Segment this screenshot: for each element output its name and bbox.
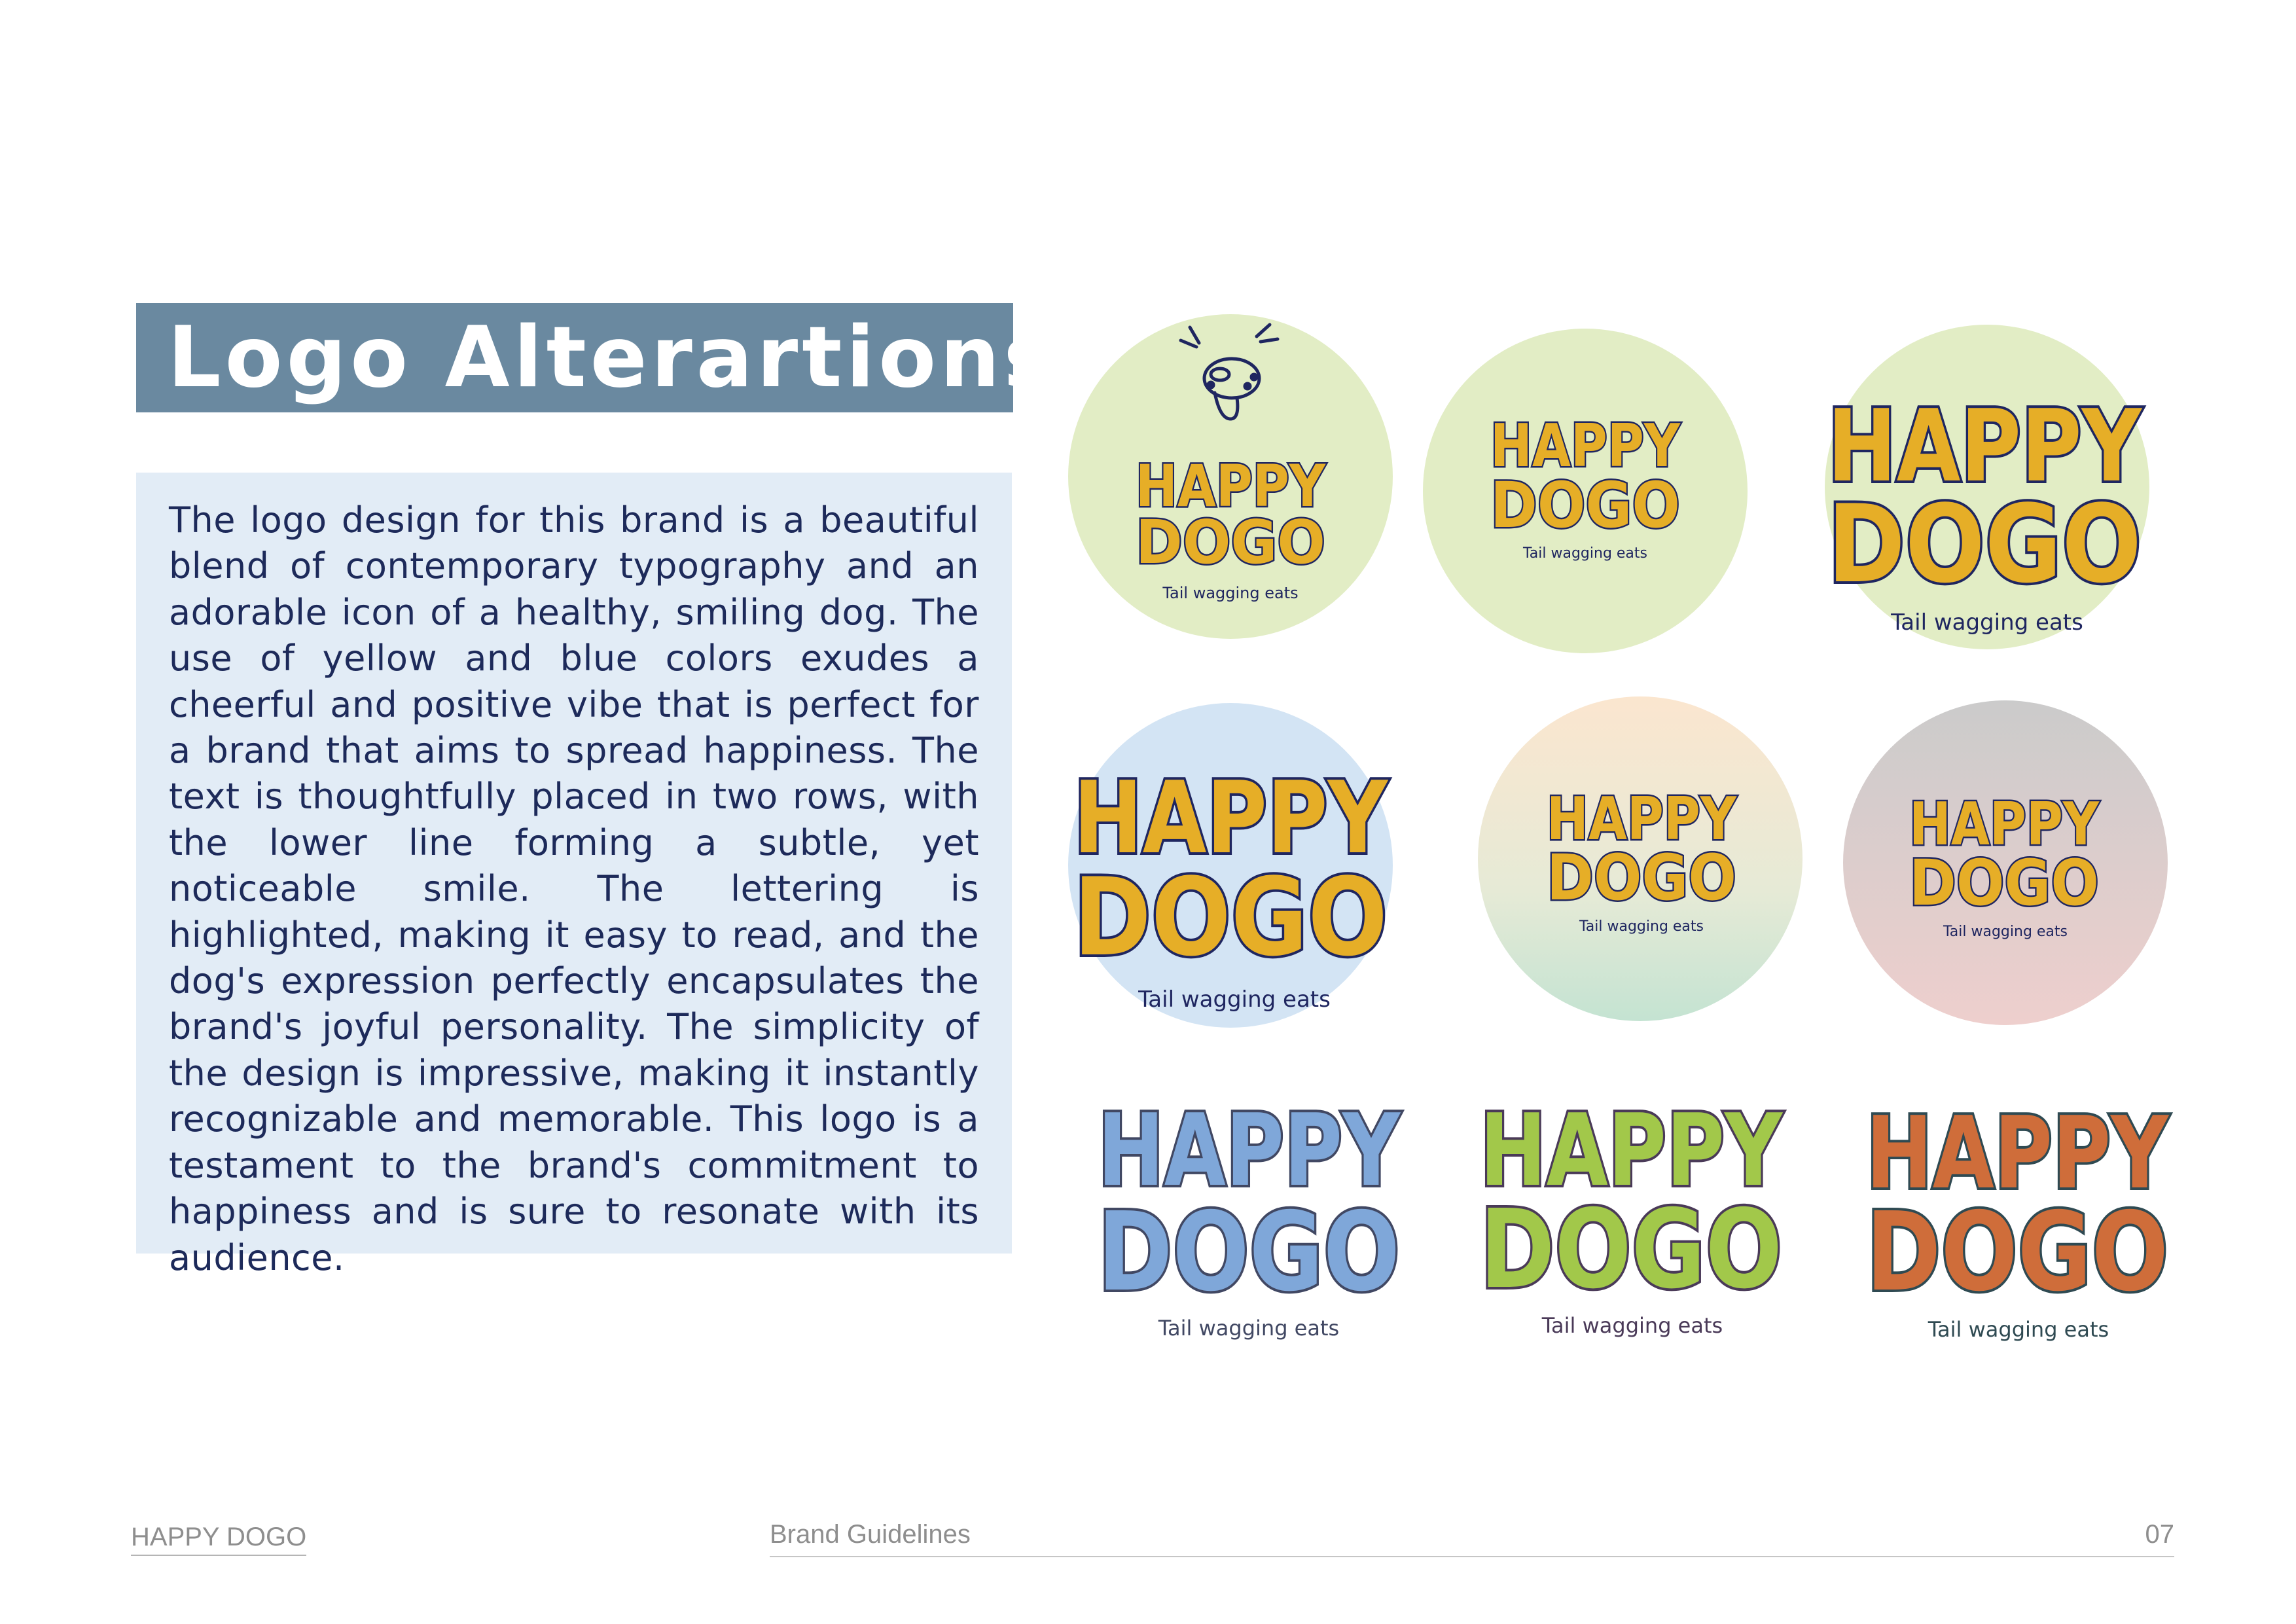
logo-variant-icon-green bbox=[1060, 306, 1401, 647]
logo-variant-green bbox=[1415, 321, 1755, 661]
logo-line1: HAPPY bbox=[1136, 452, 1327, 520]
logo-line2: DOGO bbox=[1490, 469, 1680, 542]
logo-line2: DOGO bbox=[1136, 507, 1325, 577]
logo-tagline: Tail wagging eats bbox=[1928, 1317, 2109, 1342]
logo-tagline: Tail wagging eats bbox=[1158, 1316, 1340, 1341]
title-banner bbox=[136, 303, 1058, 412]
logo-line2: DOGO bbox=[1098, 1189, 1400, 1316]
logo-variant-orange-fill bbox=[1847, 1054, 2187, 1394]
logo-variant-peach-gradient bbox=[1470, 689, 1810, 1029]
footer-page-number: 07 bbox=[2145, 1520, 2174, 1549]
logo-line1: HAPPY bbox=[1547, 785, 1738, 854]
logo-line1: HAPPY bbox=[1827, 388, 2143, 504]
logo-line2: DOGO bbox=[1073, 855, 1388, 980]
logo-variant-green-fill bbox=[1461, 1051, 1801, 1392]
footer-section: Brand Guidelines bbox=[770, 1520, 971, 1549]
logo-line1: HAPPY bbox=[1480, 1092, 1784, 1208]
logo-variant-grey-gradient bbox=[1835, 693, 2176, 1033]
logo-variant-blue bbox=[1060, 695, 1401, 1036]
logo-line2: DOGO bbox=[1909, 846, 2099, 920]
logo-variant-blue-fill bbox=[1079, 1054, 1419, 1394]
logo-tagline: Tail wagging eats bbox=[1138, 986, 1331, 1013]
logo-line1: HAPPY bbox=[1909, 790, 2100, 859]
logo-line1: HAPPY bbox=[1073, 760, 1389, 876]
logo-line1: HAPPY bbox=[1490, 412, 1681, 480]
logo-tagline: Tail wagging eats bbox=[1943, 924, 2068, 940]
logo-line1: HAPPY bbox=[1866, 1095, 2170, 1211]
logo-line2: DOGO bbox=[1547, 841, 1736, 914]
logo-tagline: Tail wagging eats bbox=[1891, 609, 2083, 636]
description-text: The logo design for this brand is a beautiful blend of contemporary typography and an adorable icon of a healthy, smiling dog. The use of yellow and blue colors exudes a cheerful and positive vibe that is perfect for a brand that aims to spread happiness. The text is thoughtfully placed in two rows, with the lower line forming a subtle, yet noticeable smile. The lettering is highlighted, making it easy to read, and the dog's expression perfectly encapsulates the brand's joyful personality. The simplicity of the design is impressive, making it instantly recognizable and memorable. This logo is a testament to the brand's commitment to happiness and is sure to resonate with its audience. bbox=[169, 499, 979, 1278]
footer-divider bbox=[770, 1556, 2174, 1557]
logo-line2: DOGO bbox=[1827, 482, 2142, 607]
logo-tagline: Tail wagging eats bbox=[1541, 1313, 1723, 1338]
logo-tagline: Tail wagging eats bbox=[1162, 584, 1299, 602]
logo-line2: DOGO bbox=[1480, 1187, 1782, 1313]
footer-brand: HAPPY DOGO bbox=[131, 1523, 306, 1556]
logo-line1: HAPPY bbox=[1098, 1092, 1401, 1208]
logo-variant-green-large bbox=[1817, 317, 2157, 657]
page-title: Logo Alterartions bbox=[168, 308, 1058, 406]
description-panel bbox=[136, 473, 1012, 1278]
logo-line2: DOGO bbox=[1866, 1189, 2168, 1316]
logo-tagline: Tail wagging eats bbox=[1579, 918, 1704, 935]
logo-tagline: Tail wagging eats bbox=[1522, 545, 1648, 562]
